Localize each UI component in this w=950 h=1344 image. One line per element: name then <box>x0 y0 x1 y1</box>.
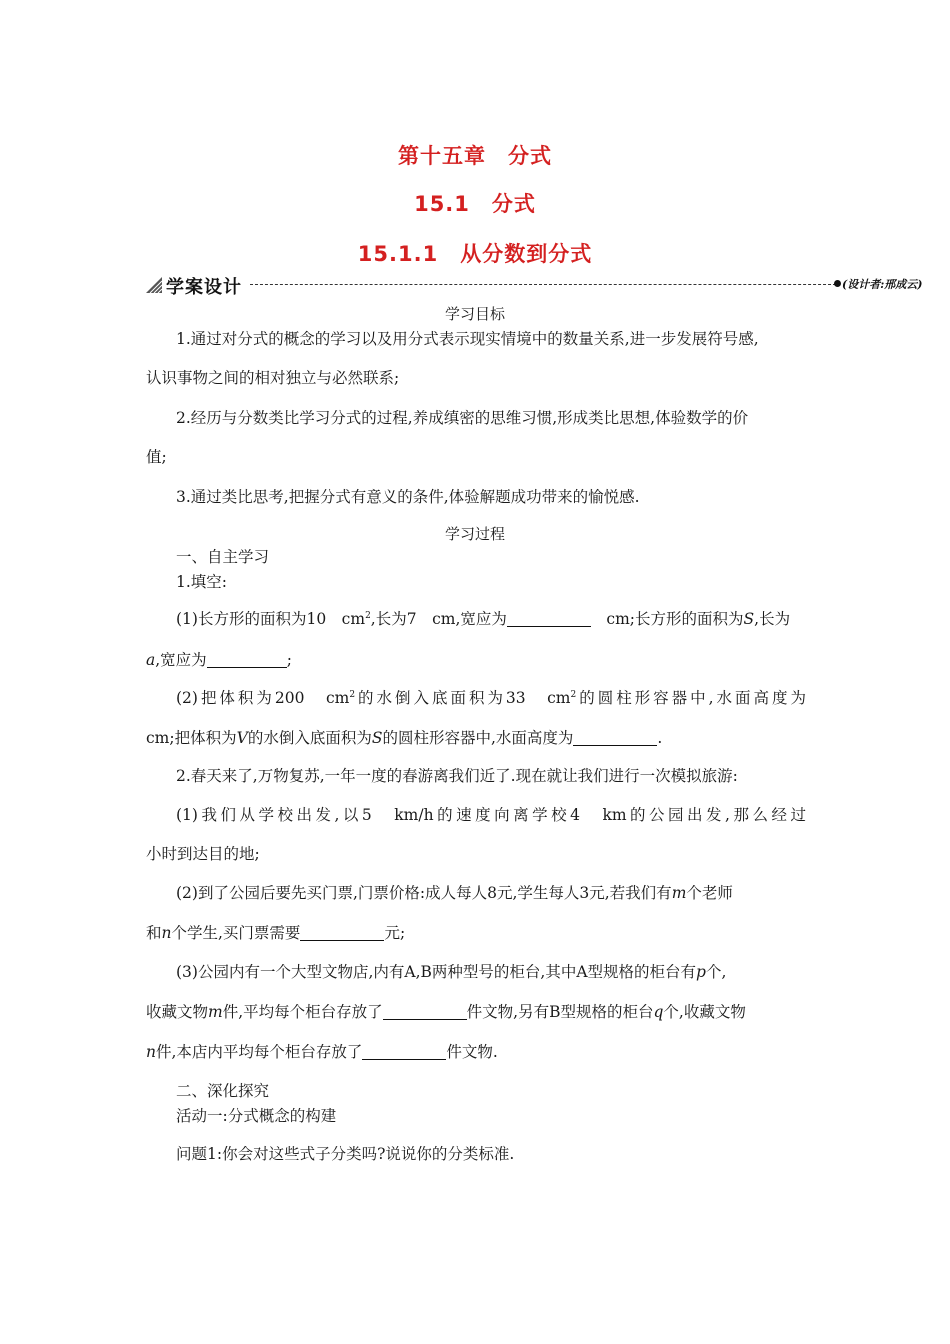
subsection-title: 15.1.1 从分数到分式 <box>357 242 593 266</box>
question-2-3-line-1: (3)公园内有一个大型文物店,内有A,B两种型号的柜台,其中A型规格的柜台有p个, <box>176 963 727 981</box>
answer-blank[interactable] <box>573 729 657 746</box>
study-plan-banner <box>146 274 946 296</box>
answer-blank[interactable] <box>383 1003 467 1020</box>
objective-3: 3.通过类比思考,把握分式有意义的条件,体验解题成功带来的愉悦感. <box>176 488 640 506</box>
banner-label: 学案设计 <box>166 277 242 298</box>
objective-1-line-1: 1.通过对分式的概念的学习以及用分式表示现实情境中的数量关系,进一步发展符号感, <box>176 330 759 348</box>
question-2-label: 2.春天来了,万物复苏,一年一度的春游离我们近了.现在就让我们进行一次模拟旅游: <box>176 767 738 785</box>
question-2-1-line-2: 小时到达目的地; <box>146 845 260 863</box>
question-2-2-line-2: 和n个学生,买门票需要 元; <box>146 924 406 942</box>
objective-2-line-2: 值; <box>146 448 167 466</box>
question-1-1-line-1: (1)长方形的面积为10 $cm^2$,长为7 cm,宽应为 cm;长方形的面积为S,长为 <box>176 610 791 628</box>
question-1-label: 1.填空: <box>176 573 228 591</box>
banner-divider <box>250 284 836 285</box>
question-2-1-line-1: (1)我们从学校出发,以5 km/h的速度向离学校4 km的公园出发,那么经过 <box>176 806 806 824</box>
answer-blank[interactable] <box>362 1043 446 1060</box>
answer-blank[interactable] <box>300 924 384 941</box>
activity-1-heading: 活动一:分式概念的构建 <box>176 1107 337 1125</box>
question-2-3-line-2: 收藏文物m件,平均每个柜台存放了 件文物,另有B型规格的柜台q个,收藏文物 <box>146 1003 746 1021</box>
triangle-stripes-icon <box>146 277 162 293</box>
answer-blank[interactable] <box>507 610 591 627</box>
question-2-3-line-3: n件,本店内平均每个柜台存放了 件文物. <box>146 1043 498 1061</box>
question-1-2-line-2: cm;把体积为V的水倒入底面积为S的圆柱形容器中,水面高度为 . <box>146 729 663 747</box>
problem-1: 问题1:你会对这些式子分类吗?说说你的分类标准. <box>176 1145 515 1163</box>
banner-dot <box>834 280 841 287</box>
question-1-1-line-2: a,宽应为 ; <box>146 651 292 669</box>
chapter-title: 第十五章 分式 <box>398 144 552 168</box>
question-2-2-line-1: (2)到了公园后要先买门票,门票价格:成人每人8元,学生每人3元,若我们有m个老师 <box>176 884 733 902</box>
question-1-2-line-1: (2)把体积为200 $cm^2$的水倒入底面积为33 $cm^2$的圆柱形容器中,水面高度为 <box>176 689 806 707</box>
part-2-heading: 二、深化探究 <box>176 1082 270 1100</box>
objective-1-line-2: 认识事物之间的相对独立与必然联系; <box>146 369 400 387</box>
objective-2-line-1: 2.经历与分数类比学习分式的过程,养成缜密的思维习惯,形成类比思想,体验数学的价 <box>176 409 749 427</box>
answer-blank[interactable] <box>207 651 287 668</box>
objectives-heading: 学习目标 <box>444 305 505 323</box>
process-heading: 学习过程 <box>444 525 505 543</box>
banner-credit: (设计者:邢成云) <box>842 278 923 291</box>
section-title: 15.1 分式 <box>414 192 536 216</box>
part-1-heading: 一、自主学习 <box>176 548 270 566</box>
